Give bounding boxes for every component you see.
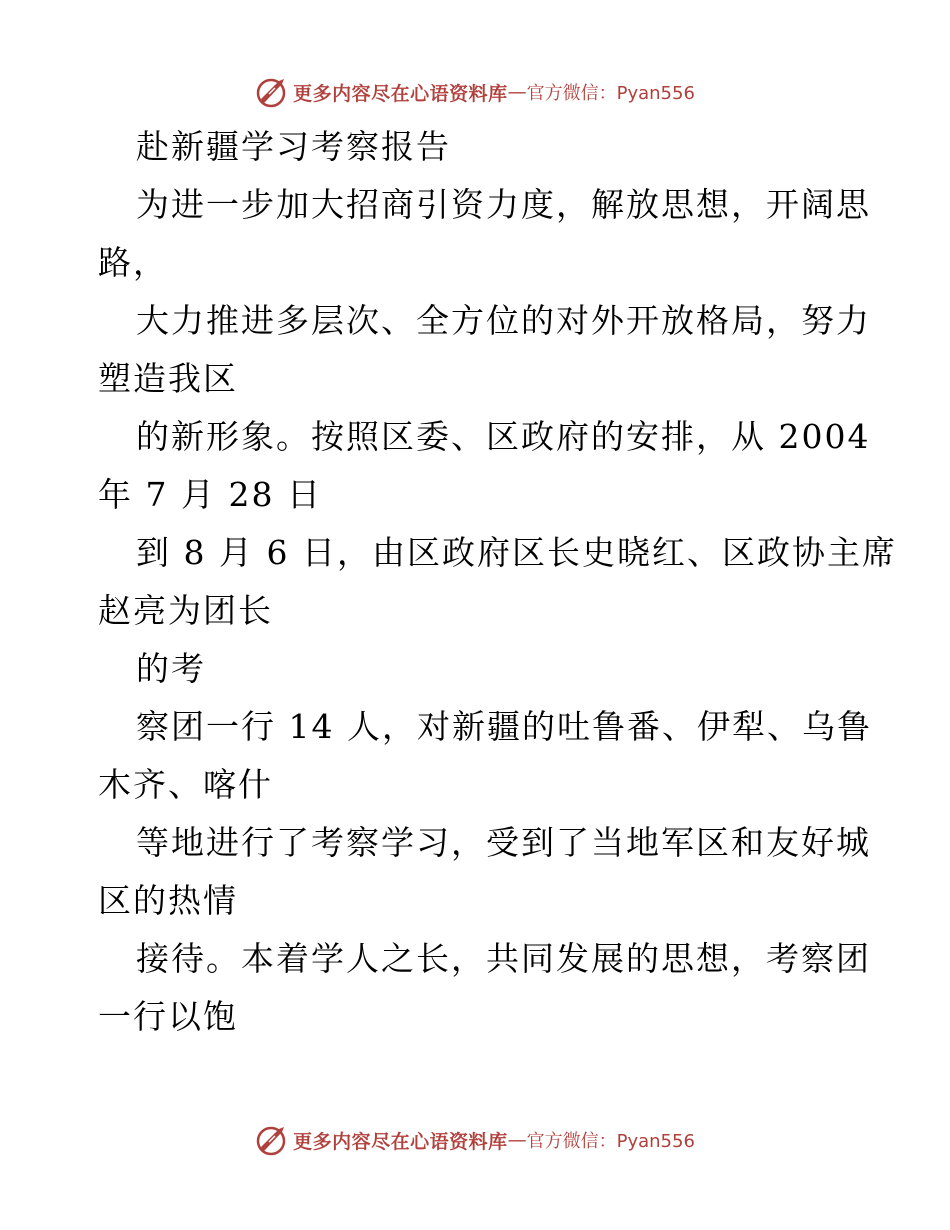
paragraph-line: 等地进行了考察学习，受到了当地军区和友好城 <box>136 823 871 862</box>
document-title: 赴新疆学习考察报告 <box>136 127 451 166</box>
paragraph-line: 到 8 月 6 日，由区政府区长史晓红、区政协主席 <box>136 533 897 572</box>
paragraph-line: 接待。本着学人之长，共同发展的思想，考察团 <box>136 939 871 978</box>
paragraph-line: 为进一步加大招商引资力度，解放思想，开阔思 <box>136 185 871 224</box>
paragraph-line: 的新形象。按照区委、区政府的安排，从 2004 <box>136 417 871 456</box>
header-banner <box>0 72 950 112</box>
paragraph-line: 木齐、喀什 <box>98 765 273 804</box>
paragraph-line: 察团一行 14 人，对新疆的吐鲁番、伊犁、乌鲁 <box>136 707 872 746</box>
banner-wechat: 官方微信：Pyan556 <box>526 83 695 104</box>
paragraph-line: 年 7 月 28 日 <box>98 475 322 514</box>
quill-pen-logo-icon <box>255 75 289 109</box>
paragraph-line: 大力推进多层次、全方位的对外开放格局，努力 <box>136 301 871 340</box>
quill-pen-logo-icon <box>255 1123 289 1157</box>
document-body <box>98 118 897 1046</box>
footer-banner <box>0 1120 950 1160</box>
banner-separator: — <box>507 1129 527 1151</box>
paragraph-line: 塑造我区 <box>98 359 238 398</box>
paragraph-line: 赵亮为团长 <box>98 591 273 630</box>
banner-title: 更多内容尽在心语资料库 <box>293 82 508 105</box>
paragraph-line: 的考 <box>136 649 206 688</box>
paragraph-line: 一行以饱 <box>98 997 238 1036</box>
paragraph-line: 路， <box>98 243 168 282</box>
banner-wechat: 官方微信：Pyan556 <box>526 1131 695 1152</box>
paragraph-line: 区的热情 <box>98 881 238 920</box>
banner-separator: — <box>507 81 527 103</box>
banner-title: 更多内容尽在心语资料库 <box>293 1130 508 1153</box>
